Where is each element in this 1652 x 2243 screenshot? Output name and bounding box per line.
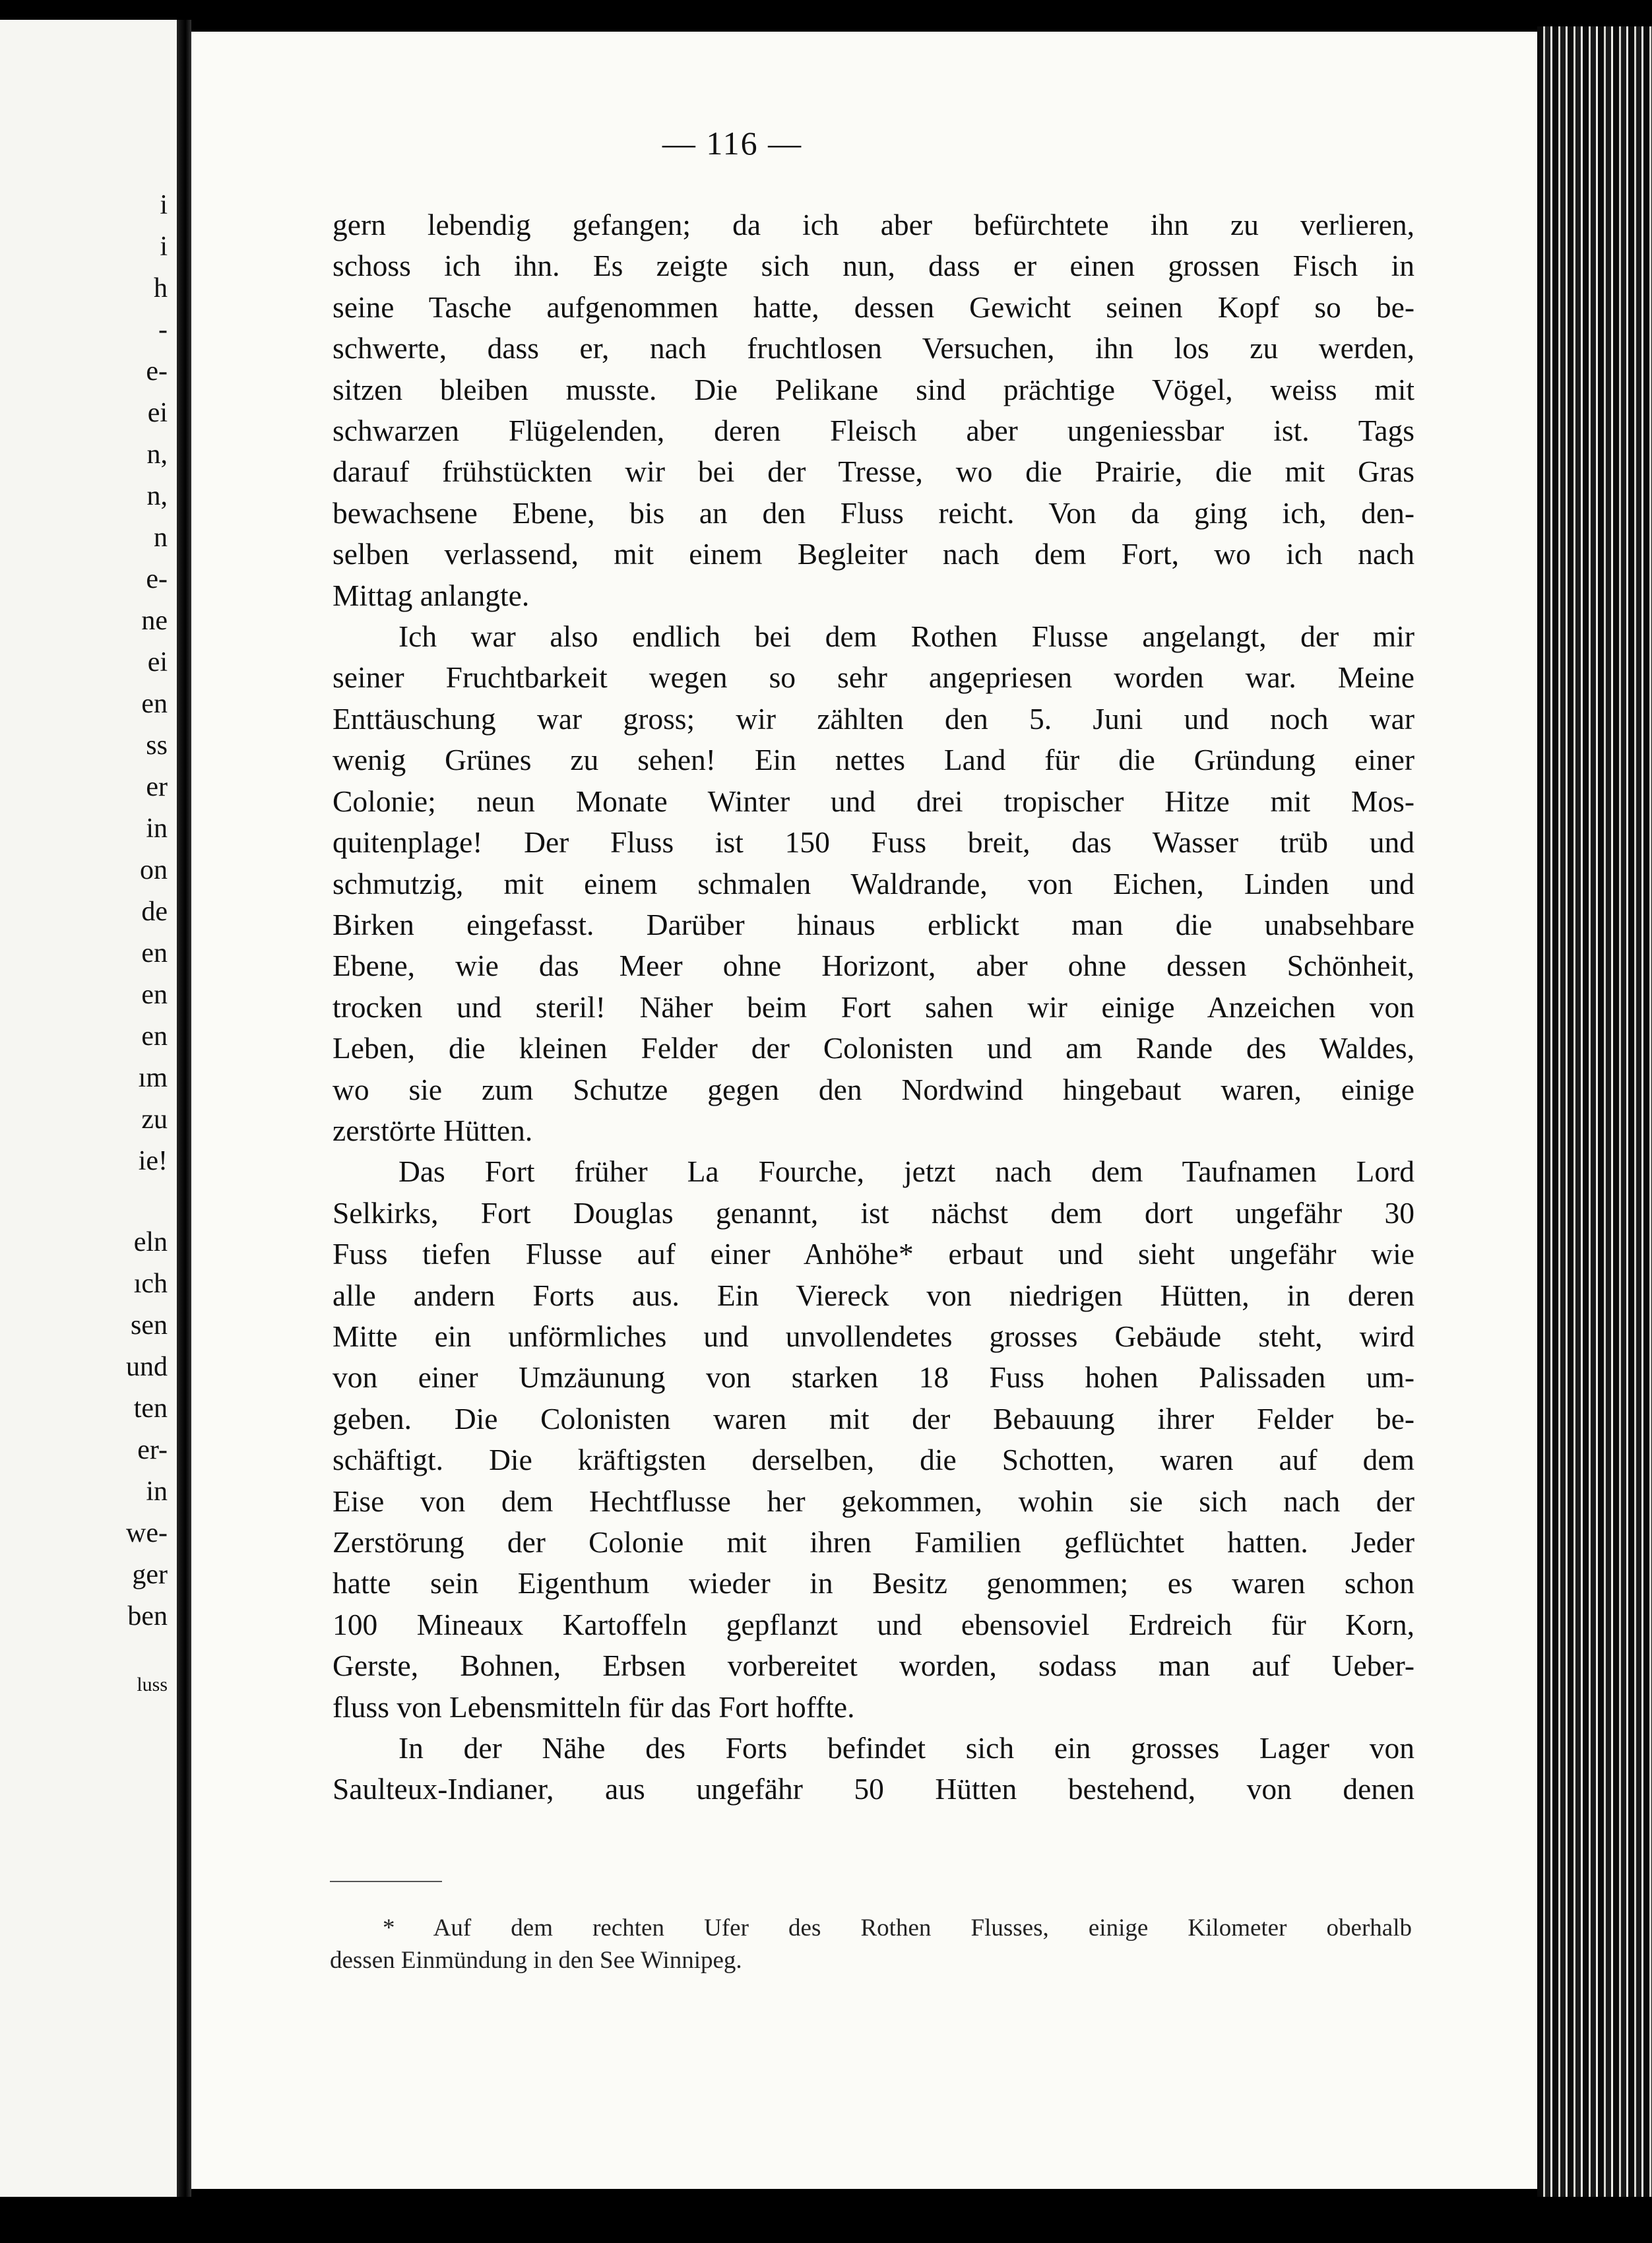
previous-page-edge xyxy=(0,20,177,2210)
previous-page-fragment: ger xyxy=(132,1560,168,1590)
text-line: Das Fort früher La Fourche, jetzt nach dem Taufnamen Lord xyxy=(398,1154,1414,1189)
previous-page-fragment: ne xyxy=(141,606,168,636)
text-line: Birken eingefasst. Darüber hinaus erblickt man die unabsehbare xyxy=(333,907,1414,941)
previous-page-fragment: n, xyxy=(146,481,168,511)
text-line: alle andern Forts aus. Ein Viereck von niedrigen Hütten, in deren xyxy=(333,1278,1414,1312)
text-line: Mitte ein unförmliches und unvollendetes grosses Gebäude steht, wird xyxy=(333,1319,1414,1353)
text-line: Enttäuschung war gross; wir zählten den 5. Juni und noch war xyxy=(333,701,1414,736)
previous-page-fragment: er xyxy=(146,772,168,802)
body-text xyxy=(333,205,1414,1810)
text-line: Selkirks, Fort Douglas genannt, ist nächst dem dort ungefähr 30 xyxy=(333,1195,1414,1230)
paragraph xyxy=(333,616,1414,1151)
text-line: seine Tasche aufgenommen hatte, dessen Gewicht seinen Kopf so be- xyxy=(333,290,1414,324)
text-line: Saulteux-Indianer, aus ungefähr 50 Hütten bestehend, von denen xyxy=(333,1772,1414,1806)
text-line: wenig Grünes zu sehen! Ein nettes Land für die Gründung einer xyxy=(333,743,1414,777)
text-line: fluss von Lebensmitteln für das Fort hoffte. xyxy=(333,1690,855,1724)
previous-page-fragment: de xyxy=(141,897,168,927)
paragraph xyxy=(333,1151,1414,1728)
previous-page-fragment: sen xyxy=(131,1310,168,1341)
scan-border-bottom xyxy=(0,2197,1652,2243)
text-line: hatte sein Eigenthum wieder in Besitz genommen; es waren schon xyxy=(333,1566,1414,1600)
scan-border-top xyxy=(0,0,1652,30)
previous-page-fragment: n xyxy=(154,522,168,553)
previous-page-fragment: ten xyxy=(133,1393,168,1424)
text-line: selben verlassend, mit einem Begleiter nach dem Fort, wo ich nach xyxy=(333,537,1414,571)
previous-page-fragment: ben xyxy=(127,1601,168,1631)
previous-page-fragment: e- xyxy=(146,564,168,594)
previous-page-fragment: en xyxy=(141,1021,168,1052)
previous-page-fragment: in xyxy=(146,1476,168,1507)
previous-page-fragment: er- xyxy=(137,1435,168,1465)
text-line: Eise von dem Hechtflusse her gekommen, wohin sie sich nach der xyxy=(333,1484,1414,1518)
text-line: Ich war also endlich bei dem Rothen Flusse angelangt, der mir xyxy=(398,619,1414,654)
footnote xyxy=(330,1912,1412,1976)
previous-page-fragment: eln xyxy=(133,1227,168,1257)
text-line: 100 Mineaux Kartoffeln gepflanzt und ebensoviel Erdreich für Korn, xyxy=(333,1607,1414,1641)
text-line: schmutzig, mit einem schmalen Waldrande, von Eichen, Linden und xyxy=(333,866,1414,900)
previous-page-fragment: ss xyxy=(146,730,168,761)
footnote-line: dessen Einmündung in den See Winnipeg. xyxy=(330,1947,742,1974)
previous-page-fragment: we- xyxy=(126,1518,168,1548)
text-line: zerstörte Hütten. xyxy=(333,1113,533,1147)
paragraph xyxy=(333,205,1414,616)
previous-page-fragment: ıch xyxy=(133,1269,168,1299)
previous-page-fragment: e- xyxy=(146,356,168,387)
previous-page-fragment: on xyxy=(140,855,168,885)
previous-page-fragment: en xyxy=(141,938,168,968)
text-line: Colonie; neun Monate Winter und drei tropischer Hitze mit Mos- xyxy=(333,784,1414,818)
text-line: schwarzen Flügelenden, deren Fleisch aber ungeniessbar ist. Tags xyxy=(333,414,1414,448)
previous-page-fragment: en xyxy=(141,980,168,1010)
text-line: In der Nähe des Forts befindet sich ein grosses Lager von xyxy=(398,1731,1414,1765)
previous-page-fragment: i xyxy=(160,232,168,262)
previous-page-fragment: en xyxy=(141,689,168,719)
previous-page-fragment: luss xyxy=(137,1674,168,1695)
text-line: von einer Umzäunung von starken 18 Fuss hohen Palissaden um- xyxy=(333,1360,1414,1395)
previous-page-fragment: i xyxy=(160,190,168,220)
previous-page-fragment: n, xyxy=(146,439,168,470)
book-page xyxy=(191,32,1537,2189)
text-line: schoss ich ihn. Es zeigte sich nun, dass er einen grossen Fisch in xyxy=(333,249,1414,283)
previous-page-fragment: - xyxy=(158,315,168,345)
text-line: bewachsene Ebene, bis an den Fluss reicht. Von da ging ich, den- xyxy=(333,495,1414,530)
previous-page-fragment: h xyxy=(154,273,168,303)
previous-page-fragment: ei xyxy=(147,398,168,428)
text-line: gern lebendig gefangen; da ich aber befürchtete ihn zu verlieren, xyxy=(333,208,1414,241)
text-line: trocken und steril! Näher beim Fort sahen wir einige Anzeichen von xyxy=(333,990,1414,1024)
previous-page-fragment: zu xyxy=(141,1104,168,1135)
text-line: Mittag anlangte. xyxy=(333,578,530,612)
footnote-line: * Auf dem rechten Ufer des Rothen Flusses, einige Kilometer oberhalb xyxy=(383,1914,1412,1942)
text-line: sitzen bleiben musste. Die Pelikane sind prächtige Vögel, weiss mit xyxy=(333,372,1414,406)
page-number: — 116 — xyxy=(662,125,803,162)
text-line: darauf frühstückten wir bei der Tresse, wo die Prairie, die mit Gras xyxy=(333,455,1414,489)
previous-page-fragment: ei xyxy=(147,647,168,678)
text-line: Gerste, Bohnen, Erbsen vorbereitet worden, sodass man auf Ueber- xyxy=(333,1649,1414,1683)
footnote-divider xyxy=(330,1881,442,1882)
text-line: geben. Die Colonisten waren mit der Bebauung ihrer Felder be- xyxy=(333,1401,1414,1436)
previous-page-fragment: und xyxy=(126,1352,168,1382)
book-gutter xyxy=(177,20,191,2210)
previous-page-fragment: ie! xyxy=(138,1146,168,1176)
previous-page-fragment: ım xyxy=(138,1063,168,1093)
text-line: schwerte, dass er, nach fruchtlosen Versuchen, ihn los zu werden, xyxy=(333,331,1414,365)
previous-page-fragment: in xyxy=(146,813,168,844)
text-line: Leben, die kleinen Felder der Colonisten und am Rande des Waldes, xyxy=(333,1031,1414,1065)
text-line: Zerstörung der Colonie mit ihren Familien geflüchtet hatten. Jeder xyxy=(333,1525,1414,1559)
previous-page-text-fragments xyxy=(36,185,168,1705)
text-line: Fuss tiefen Flusse auf einer Anhöhe* erbaut und sieht ungefähr wie xyxy=(333,1237,1414,1271)
text-line: seiner Fruchtbarkeit wegen so sehr angepriesen worden war. Meine xyxy=(333,660,1414,695)
text-line: Ebene, wie das Meer ohne Horizont, aber ohne dessen Schönheit, xyxy=(333,949,1414,983)
text-line: schäftigt. Die kräftigsten derselben, die Schotten, waren auf dem xyxy=(333,1443,1414,1477)
text-line: wo sie zum Schutze gegen den Nordwind hingebaut waren, einige xyxy=(333,1072,1414,1106)
text-line: quitenplage! Der Fluss ist 150 Fuss breit, das Wasser trüb und xyxy=(333,825,1414,860)
paragraph xyxy=(333,1728,1414,1810)
page-stack-edges xyxy=(1537,26,1652,2197)
